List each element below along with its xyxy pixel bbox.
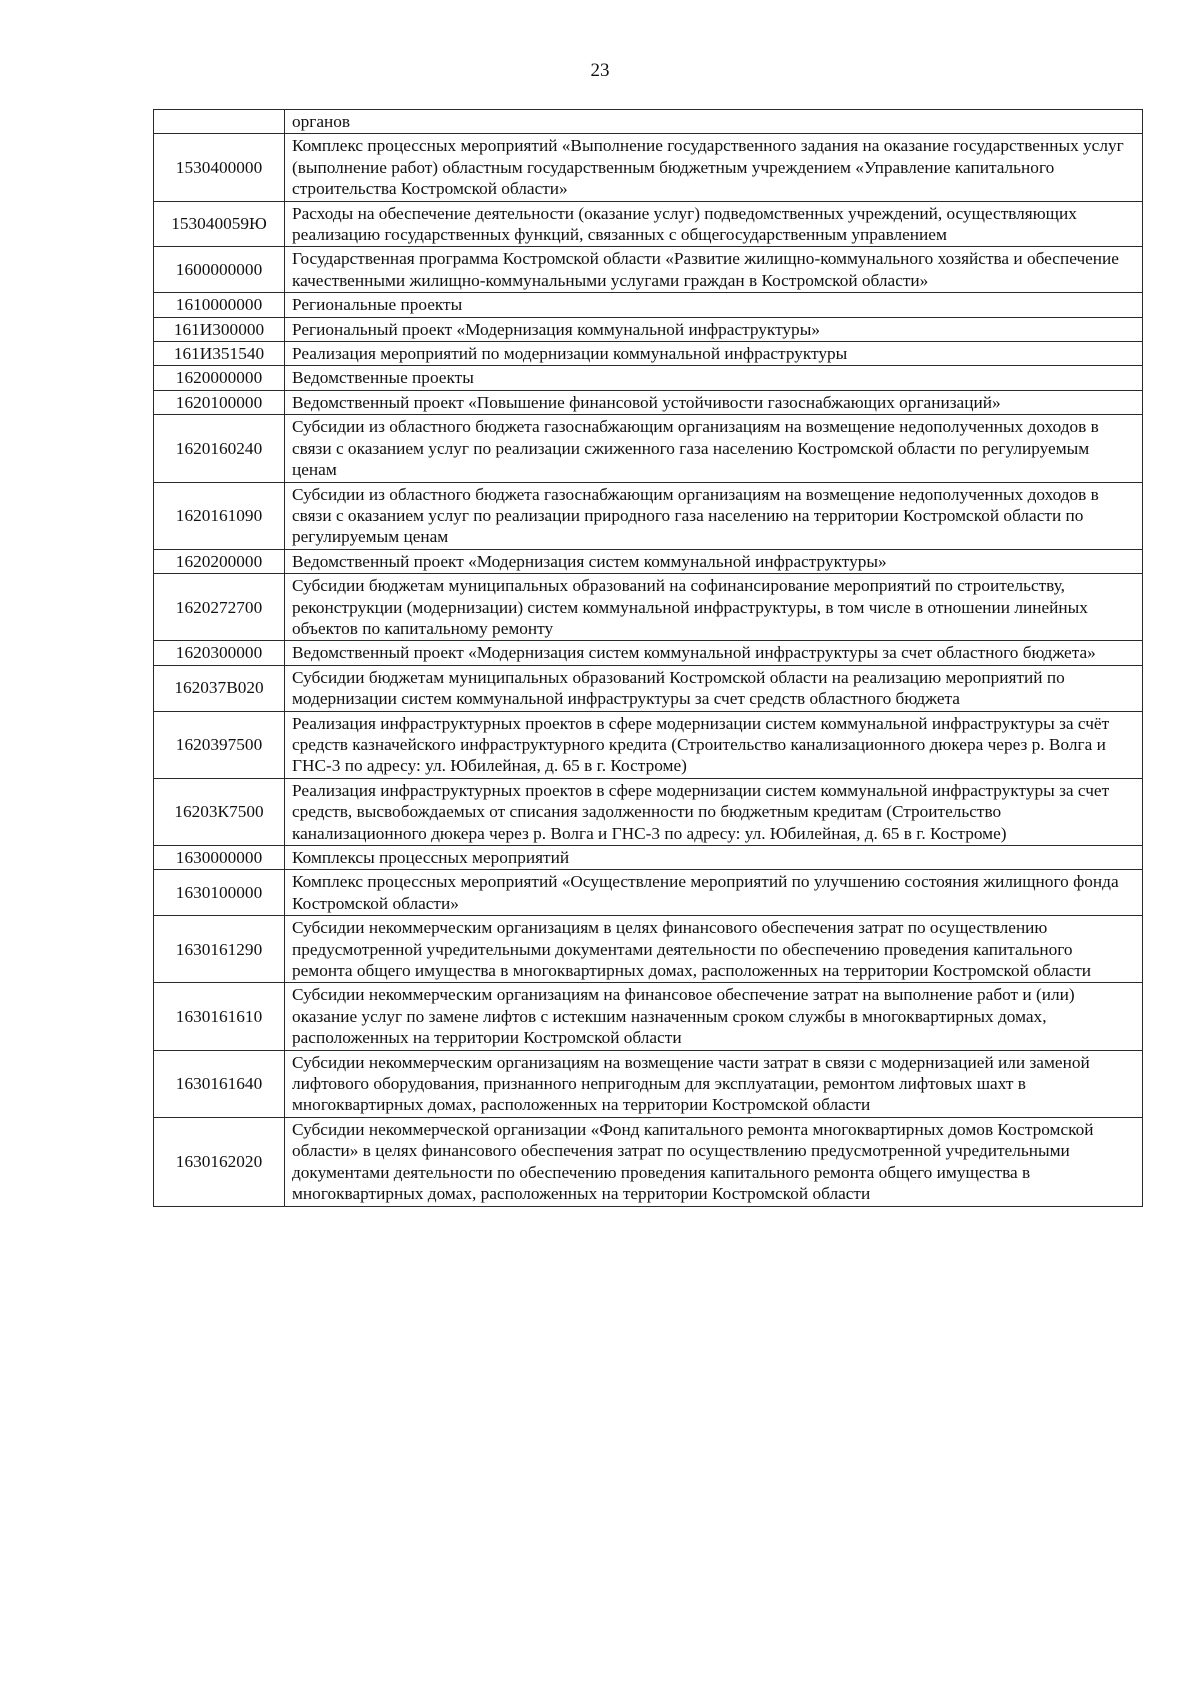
table-row	[154, 247, 1143, 293]
row-code: 1620397500	[154, 711, 285, 778]
row-code: 162037В020	[154, 665, 285, 711]
row-code	[154, 110, 285, 134]
table-row	[154, 366, 1143, 390]
row-description: Региональный проект «Модернизация коммунальной инфраструктуры»	[285, 317, 1143, 341]
table-row	[154, 110, 1143, 134]
row-code: 1610000000	[154, 293, 285, 317]
row-description: органов	[285, 110, 1143, 134]
table-row	[154, 916, 1143, 983]
table-row	[154, 846, 1143, 870]
table-row	[154, 342, 1143, 366]
table-row	[154, 415, 1143, 482]
row-code: 1620200000	[154, 549, 285, 573]
row-code: 1600000000	[154, 247, 285, 293]
table-row	[154, 1117, 1143, 1206]
row-code: 1620300000	[154, 641, 285, 665]
table-row	[154, 1050, 1143, 1117]
row-description: Субсидии некоммерческим организациям на возмещение части затрат в связи с модернизацией или заменой лифтового оборудования, признанного непригодным для эксплуатации, ремонтом лифтовых шахт в многоквартирных домах, расположенных на территории Костромской области	[285, 1050, 1143, 1117]
table-row	[154, 983, 1143, 1050]
row-description: Ведомственный проект «Повышение финансовой устойчивости газоснабжающих организаций»	[285, 390, 1143, 414]
row-code: 1630000000	[154, 846, 285, 870]
row-description: Комплексы процессных мероприятий	[285, 846, 1143, 870]
page-number: 23	[590, 60, 610, 81]
row-description: Реализация инфраструктурных проектов в сфере модернизации систем коммунальной инфраструктуры за счёт средств казначейского инфраструктурного кредита (Строительство канализационного дюкера через р. Волга и ГНС-3 по адресу: ул. Юбилейная, д. 65 в г. Костроме)	[285, 711, 1143, 778]
row-code: 1620100000	[154, 390, 285, 414]
budget-codes-table	[153, 109, 1143, 1207]
row-code: 161И300000	[154, 317, 285, 341]
row-description: Субсидии некоммерческим организациям на финансовое обеспечение затрат на выполнение работ и (или) оказание услуг по замене лифтов с истекшим назначенным сроком службы в многоквартирных домах, расположенных на территории Костромской области	[285, 983, 1143, 1050]
row-code: 1620272700	[154, 574, 285, 641]
row-description: Комплекс процессных мероприятий «Осуществление мероприятий по улучшению состояния жилищного фонда Костромской области»	[285, 870, 1143, 916]
row-description: Субсидии некоммерческим организациям в целях финансового обеспечения затрат по осуществлению предусмотренной учредительными документами деятельности по обеспечению проведения капитального ремонта общего имущества в многоквартирных домах, расположенных на территории Костромской области	[285, 916, 1143, 983]
table-row	[154, 482, 1143, 549]
row-description: Реализация инфраструктурных проектов в сфере модернизации систем коммунальной инфраструктуры за счет средств, высвобождаемых от списания задолженности по бюджетным кредитам (Строительство канализационного дюкера через р. Волга и ГНС-3 по адресу: ул. Юбилейная, д. 65 в г. Костроме)	[285, 778, 1143, 845]
row-description: Ведомственные проекты	[285, 366, 1143, 390]
table-row	[154, 293, 1143, 317]
row-code: 1530400000	[154, 134, 285, 201]
row-description: Субсидии некоммерческой организации «Фонд капитального ремонта многоквартирных домов Костромской области» в целях финансового обеспечения затрат по осуществлению предусмотренной учредительными документами деятельности по обеспечению проведения капитального ремонта общего имущества в многоквартирных домах, расположенных на территории Костромской области	[285, 1117, 1143, 1206]
row-description: Субсидии бюджетам муниципальных образований Костромской области на реализацию мероприятий по модернизации систем коммунальной инфраструктуры за счет средств областного бюджета	[285, 665, 1143, 711]
row-code: 1630161610	[154, 983, 285, 1050]
table-row	[154, 201, 1143, 247]
row-description: Комплекс процессных мероприятий «Выполнение государственного задания на оказание государственных услуг (выполнение работ) областным государственным бюджетным учреждением «Управление капитального строительства Костромской области»	[285, 134, 1143, 201]
table-row	[154, 711, 1143, 778]
table-row	[154, 641, 1143, 665]
row-code: 1620160240	[154, 415, 285, 482]
table-row	[154, 574, 1143, 641]
table-row	[154, 390, 1143, 414]
row-description: Субсидии из областного бюджета газоснабжающим организациям на возмещение недополученных доходов в связи с оказанием услуг по реализации природного газа населению на территории Костромской области по регулируемым ценам	[285, 482, 1143, 549]
row-description: Государственная программа Костромской области «Развитие жилищно-коммунального хозяйства и обеспечение качественными жилищно-коммунальными услугами граждан в Костромской области»	[285, 247, 1143, 293]
table-row	[154, 778, 1143, 845]
table-row	[154, 549, 1143, 573]
row-description: Региональные проекты	[285, 293, 1143, 317]
row-code: 1620161090	[154, 482, 285, 549]
table-row	[154, 870, 1143, 916]
row-code: 1630100000	[154, 870, 285, 916]
row-code: 161И351540	[154, 342, 285, 366]
row-code: 1630161640	[154, 1050, 285, 1117]
row-description: Субсидии из областного бюджета газоснабжающим организациям на возмещение недополученных доходов в связи с оказанием услуг по реализации сжиженного газа населению Костромской области по регулируемым ценам	[285, 415, 1143, 482]
row-code: 1630162020	[154, 1117, 285, 1206]
row-description: Ведомственный проект «Модернизация систем коммунальной инфраструктуры за счет областного бюджета»	[285, 641, 1143, 665]
row-description: Реализация мероприятий по модернизации коммунальной инфраструктуры	[285, 342, 1143, 366]
row-code: 1630161290	[154, 916, 285, 983]
row-code: 16203К7500	[154, 778, 285, 845]
table-row	[154, 665, 1143, 711]
row-description: Расходы на обеспечение деятельности (оказание услуг) подведомственных учреждений, осуществляющих реализацию государственных функций, связанных с общегосударственным управлением	[285, 201, 1143, 247]
row-description: Субсидии бюджетам муниципальных образований на софинансирование мероприятий по строительству, реконструкции (модернизации) систем коммунальной инфраструктуры, в том числе в отношении линейных объектов по капитальному ремонту	[285, 574, 1143, 641]
table-row	[154, 317, 1143, 341]
table-row	[154, 134, 1143, 201]
row-code: 1620000000	[154, 366, 285, 390]
row-code: 153040059Ю	[154, 201, 285, 247]
table-body	[154, 110, 1143, 1207]
row-description: Ведомственный проект «Модернизация систем коммунальной инфраструктуры»	[285, 549, 1143, 573]
